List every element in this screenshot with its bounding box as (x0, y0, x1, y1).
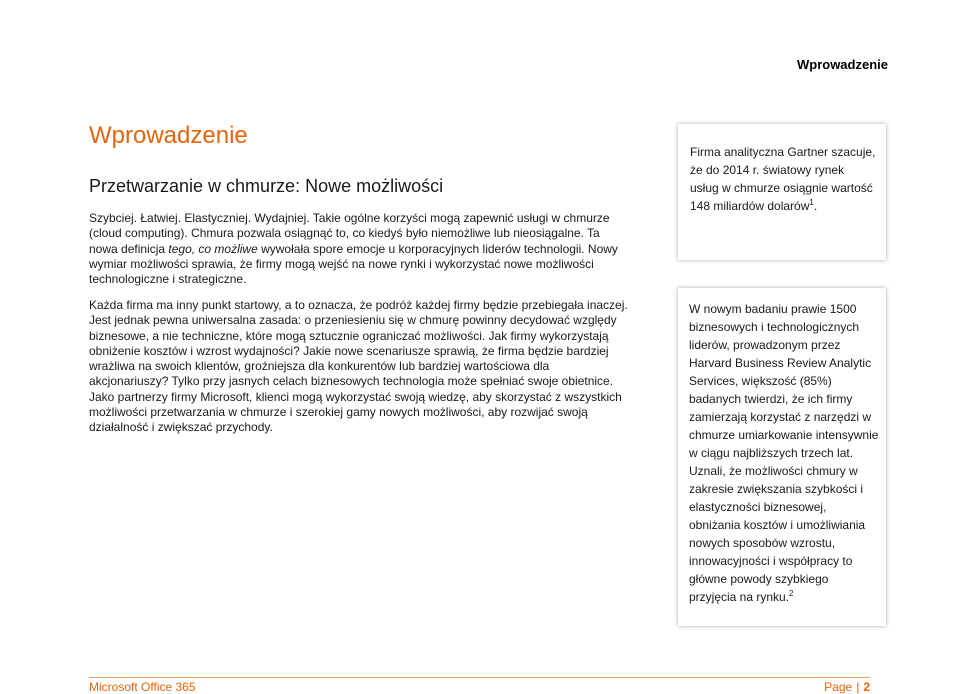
callout-gartner-tail: . (813, 199, 818, 213)
footnote-ref-2: 2 (789, 589, 794, 598)
footer-rule (89, 677, 870, 678)
callout-gartner (678, 124, 886, 260)
page-title: Wprowadzenie (89, 122, 248, 149)
footer-page-label: Page (824, 680, 853, 694)
intro-paragraph (89, 211, 629, 287)
intro-text-part2: wywołała spore emocje u korporacyjnych liderów technologii. Nowy wymiar możliwości sprawia, że firmy mogą wejść na nowe rynki i wykorzystać nowe możliwości technologiczne i strategiczne. (89, 241, 618, 287)
running-header: Wprowadzenie (796, 57, 888, 72)
intro-text-italic: tego, co możliwe (168, 241, 258, 256)
footer-product-name: Microsoft Office 365 (89, 680, 196, 694)
footer-separator: | (856, 680, 860, 694)
footer-page-number: 2 (863, 680, 870, 694)
footnote-ref-1: 1 (809, 198, 814, 207)
callout-hbr-text (689, 300, 879, 606)
callout-hbr-body: W nowym badaniu prawie 1500 biznesowych i technologicznych liderów, prowadzonym przez Harvard Business Review Analytic Services, większość (85%) badanych twierdzi, że ich firmy zamierzają korzystać z narzędzi w chmurze umiarkowanie intensywnie w ciągu najbliższych trzech lat. Uznali, że możliwości chmury w zakresie zwiększania szybkości i elastyczności biznesowej, obniżania kosztów i umożliwiania nowych sposobów wzrostu, innowacyjności i współpracy to główne powody szybkiego przyjęcia na rynku. (689, 302, 879, 604)
body-paragraph: Każda firma ma inny punkt startowy, a to oznacza, że podróż każdej firmy będzie przebiegała inaczej. Jest jednak pewna uniwersalna zasada: o przeniesieniu się w chmurę powinny decydować względy biznesowe, a nie techniczne, które mogą sztucznie ograniczać możliwości. Jak firmy wykorzystają obniżenie kosztów i wzrost wydajności? Jakie nowe scenariusze sprawią, że firma będzie bardziej wrażliwa na swoich klientów, groźniejsza dla konkurentów lub bardziej wartościowa dla akcjonariuszy? Tylko przy jasnych celach biznesowych technologia może spełniać swoje obietnice. Jako partnerzy firmy Microsoft, klienci mogą wykorzystać swoją wiedzę, aby skorzystać z wszystkich możliwości przetwarzania w chmurze i szerokiej gamy nowych możliwości, aby rozwijać swoją działalność i zwiększać przychody. (89, 298, 628, 435)
section-subtitle: Przetwarzanie w chmurze: Nowe możliwości (89, 176, 444, 196)
callout-gartner-body: Firma analityczna Gartner szacuje, że do 2014 r. światowy rynek usług w chmurze osiągnie wartość 148 miliardów dolarów (690, 145, 876, 213)
footer-page-info (824, 680, 870, 694)
intro-text-part1: Szybciej. Łatwiej. Elastyczniej. Wydajniej. Takie ogólne korzyści mogą zapewnić usługi w chmurze (cloud computing). Chmura pozwala osiągnąć to, co kiedyś było niemożliwe lub nieosiągalne. Ta nowa definicja (89, 211, 610, 256)
callout-hbr (678, 288, 886, 626)
callout-gartner-text (690, 143, 876, 215)
